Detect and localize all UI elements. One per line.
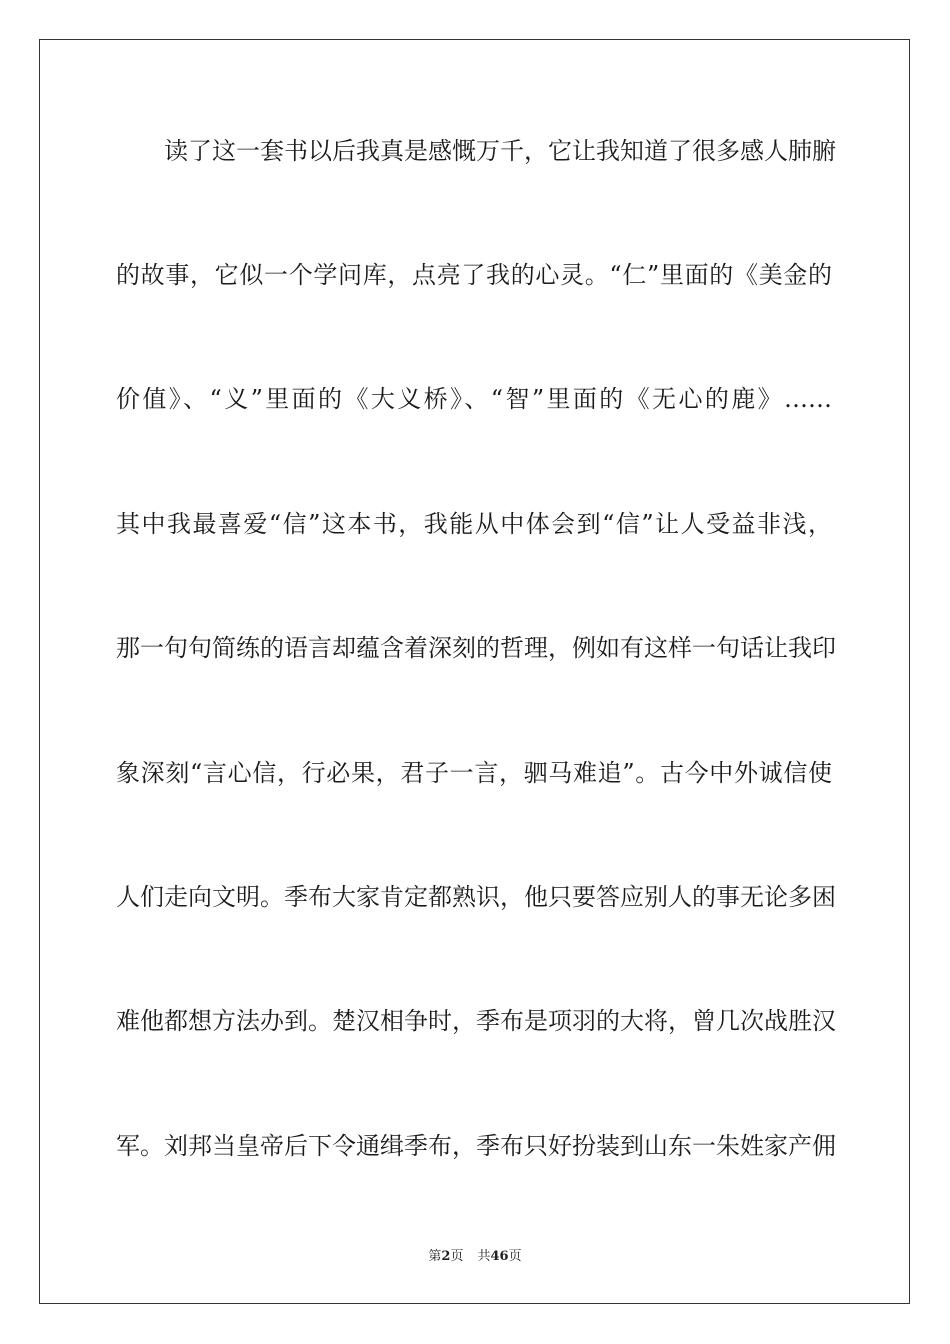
page-footer <box>0 1248 950 1266</box>
paragraph-line: 价值》、“义”里面的《大义桥》、“智”里面的《无心的鹿》…… <box>116 385 832 413</box>
paragraph-line: 的故事，它似一个学问库，点亮了我的心灵。“仁”里面的《美金的 <box>116 261 832 289</box>
paragraph-line: 人们走向文明。季布大家肯定都熟识，他只要答应别人的事无论多困 <box>116 883 836 911</box>
paragraph-line: 读了这一套书以后我真是感慨万千，它让我知道了很多感人肺腑 <box>164 137 836 165</box>
total-suffix: 页 <box>508 1249 522 1264</box>
page-border <box>39 39 910 1304</box>
paragraph-line: 其中我最喜爱“信”这本书，我能从中体会到“信”让人受益非浅， <box>116 510 832 538</box>
page-prefix: 第 <box>428 1249 442 1264</box>
page-suffix: 页 <box>450 1249 464 1264</box>
paragraph-line: 象深刻“言心信，行必果，君子一言，驷马难追”。古今中外诚信使 <box>116 759 832 787</box>
page-number: 2 <box>441 1249 451 1264</box>
paragraph-line: 军。刘邦当皇帝后下令通缉季布，季布只好扮装到山东一朱姓家产佣 <box>116 1132 836 1160</box>
paragraph-line: 那一句句简练的语言却蕴含着深刻的哲理，例如有这样一句话让我印 <box>116 634 836 662</box>
paragraph-line: 难他都想方法办到。楚汉相争时，季布是项羽的大将，曾几次战胜汉 <box>116 1007 836 1035</box>
total-pages: 46 <box>490 1249 509 1264</box>
total-prefix: 共 <box>477 1249 491 1264</box>
